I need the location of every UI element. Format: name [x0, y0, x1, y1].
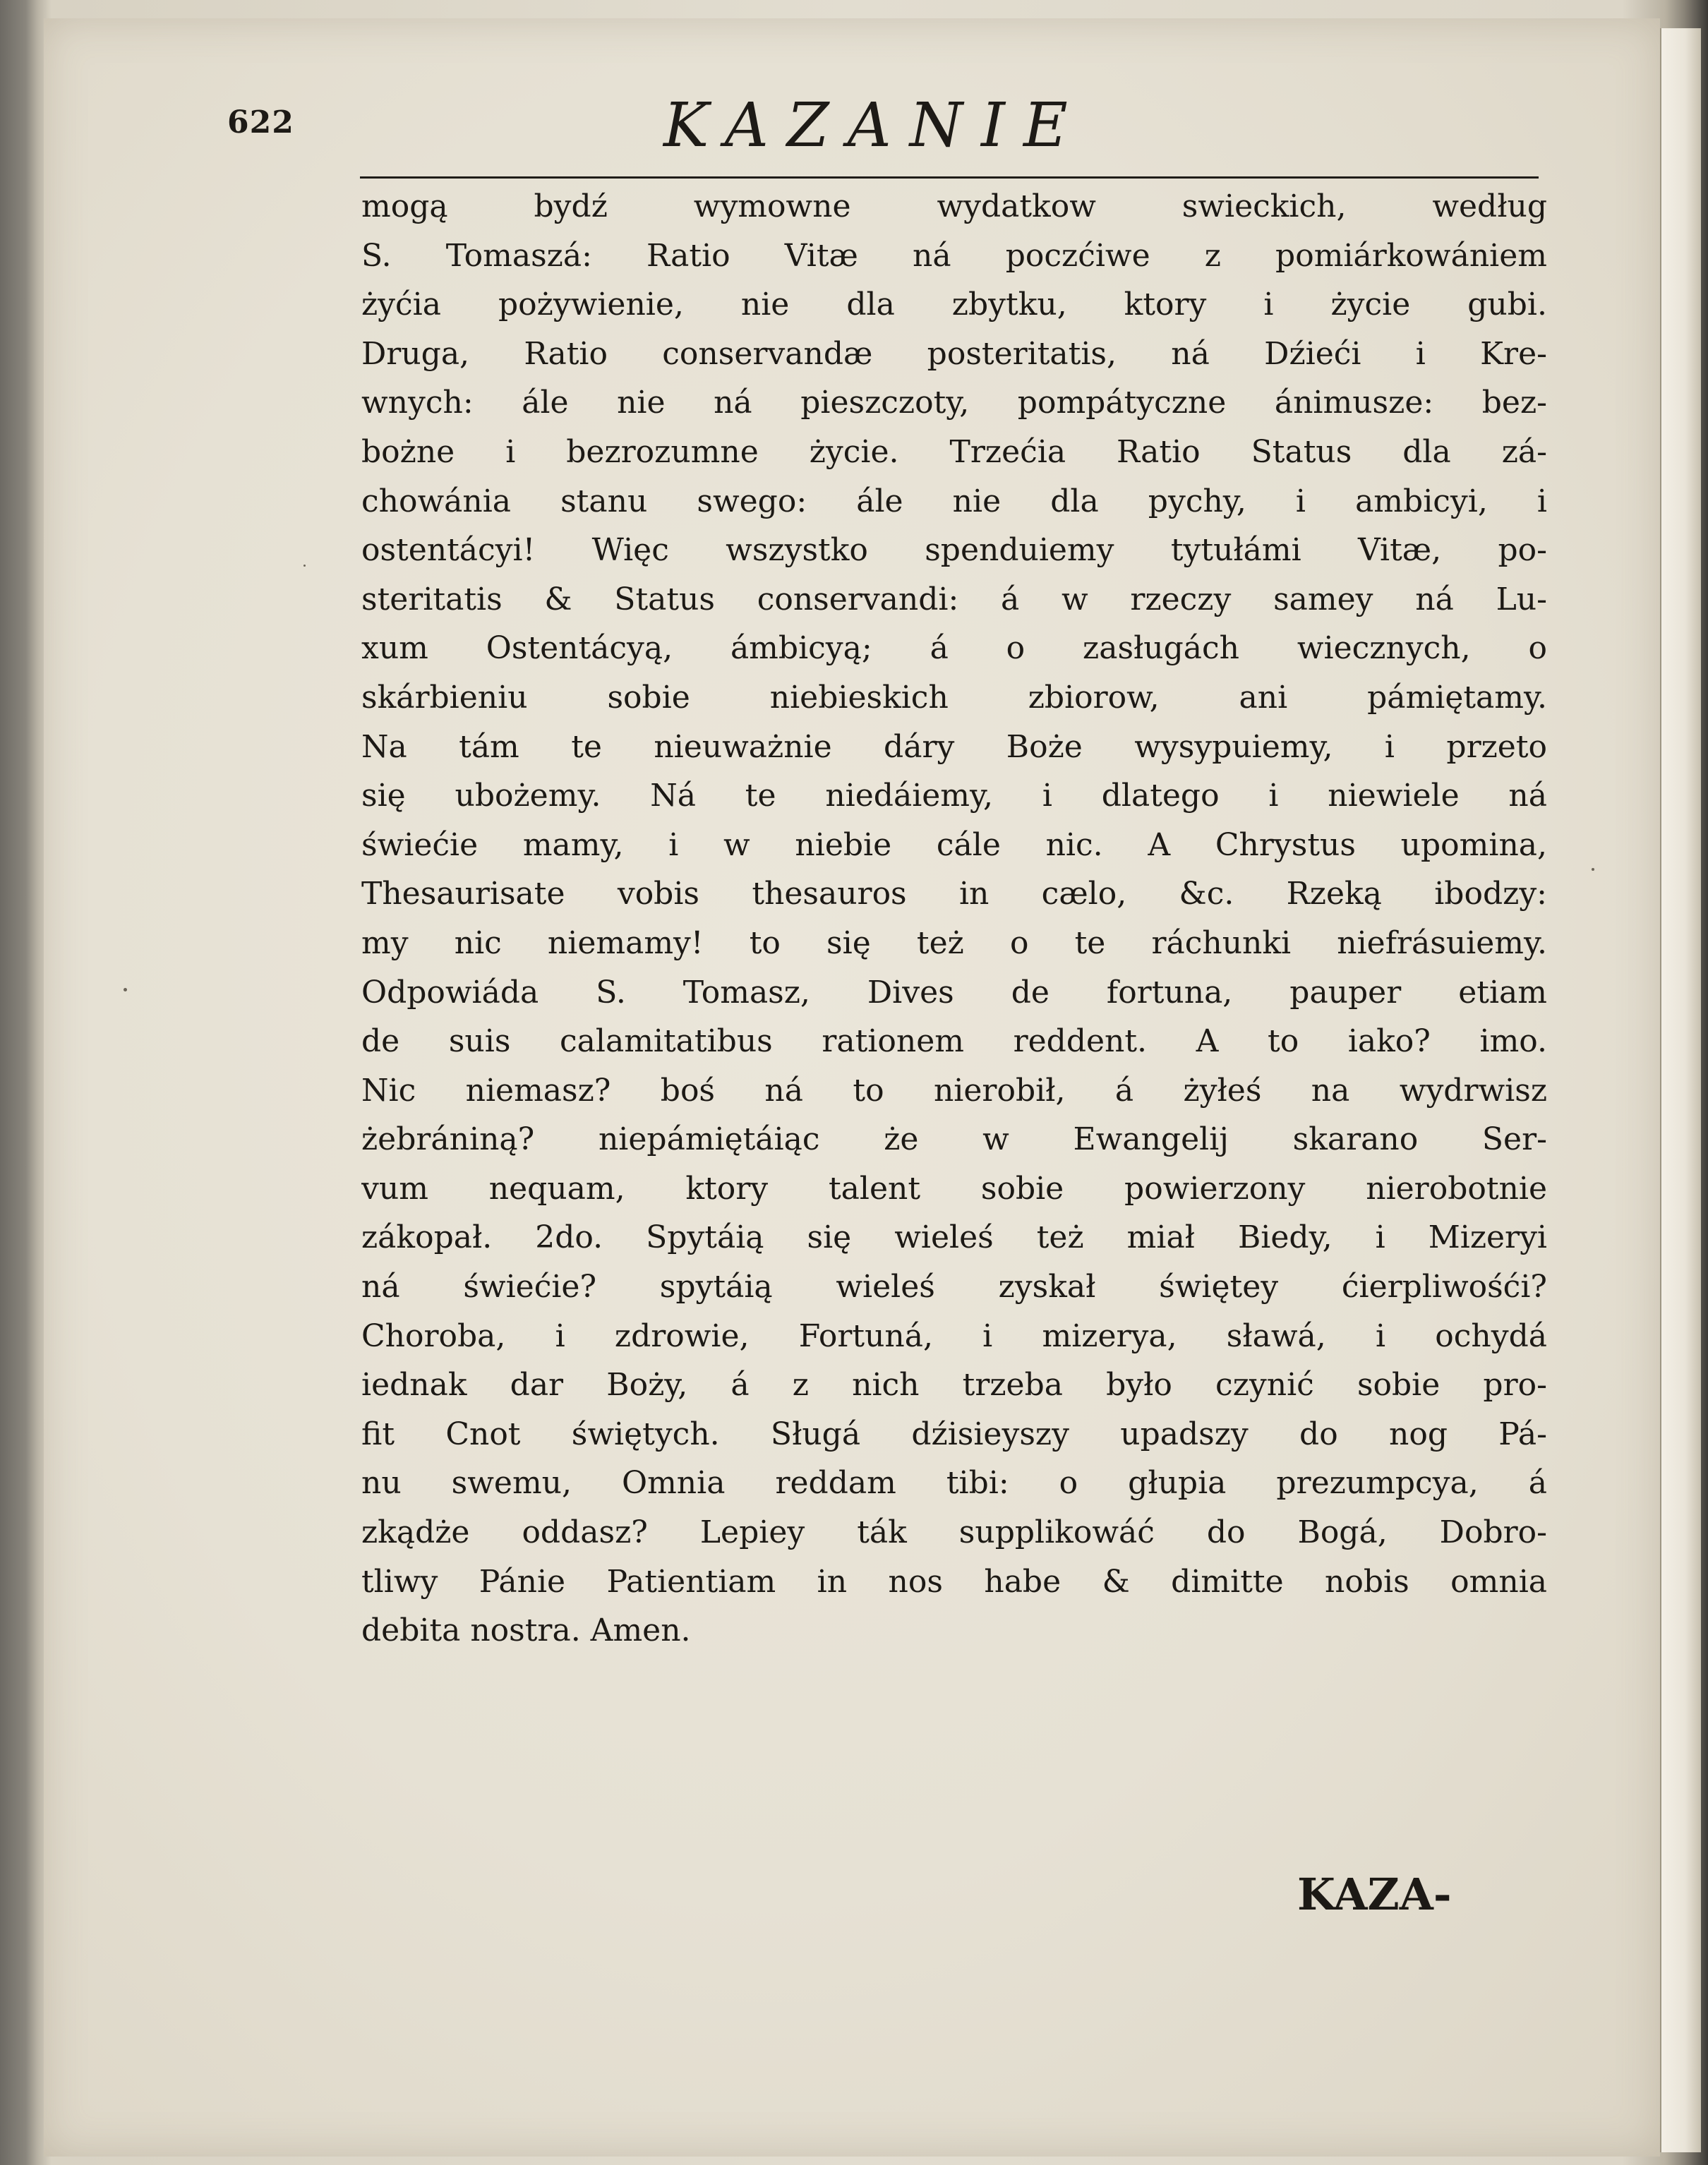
text-line: Druga, Ratio conservandæ posteritatis, ná Dźieći i Kre- — [361, 335, 1547, 372]
text-line: zkądże oddasz? Lepiey ták supplikowáć do Bogá, Dobro- — [361, 1514, 1547, 1551]
text-line: wnych: ále nie ná pieszczoty, pompátyczne ánimusze: bez- — [361, 385, 1547, 421]
text-line: xum Ostentácyą, ámbicyą; á o zasługách wiecznych, o — [361, 630, 1547, 667]
paper-speck — [124, 988, 127, 991]
text-line: Thesaurisate vobis thesauros in cælo, &c. Rzeką ibodzy: — [361, 876, 1547, 912]
next-page-edge — [1660, 28, 1701, 2152]
text-line: my nic niemamy! to się też o te ráchunki niefrásuiemy. — [361, 924, 1547, 961]
paper-speck — [303, 565, 306, 567]
text-line: świećie mamy, i w niebie cále nic. A Chrystus upomina, — [361, 826, 1547, 863]
catchword: KAZA- — [1297, 1869, 1452, 1920]
text-line: S. Tomaszá: Ratio Vitæ ná poczćiwe z pomiárkowániem — [361, 237, 1547, 274]
text-line: ná świećie? spytáią wieleś zyskał świętey ćierpliwośći? — [361, 1269, 1547, 1305]
text-line: nu swemu, Omnia reddam tibi: o głupia prezumpcya, á — [361, 1465, 1547, 1502]
text-line: steritatis & Status conservandi: á w rzeczy samey ná Lu- — [361, 581, 1547, 617]
text-line: żebrániną? niepámiętáiąc że w Ewangelij skarano Ser- — [361, 1121, 1547, 1158]
text-line: fit Cnot świętych. Sługá dźisieyszy upadszy do nog Pá- — [361, 1416, 1547, 1452]
text-line: się ubożemy. Ná te niedáiemy, i dlatego i niewiele ná — [361, 778, 1547, 814]
running-head: KAZANIE — [663, 90, 1086, 161]
text-line: de suis calamitatibus rationem reddent. A to iako? imo. — [361, 1023, 1547, 1060]
text-line: chowánia stanu swego: ále nie dla pychy, i ambicyi, i — [361, 483, 1547, 519]
text-line: bożne i bezrozumne życie. Trzećia Ratio Status dla zá- — [361, 433, 1547, 470]
text-line: Odpowiáda S. Tomasz, Dives de fortuna, pauper etiam — [361, 974, 1547, 1011]
text-line: vum nequam, ktory talent sobie powierzony nierobotnie — [361, 1170, 1547, 1207]
text-line: Na tám te nieuważnie dáry Boże wysypuiemy, i przeto — [361, 728, 1547, 765]
text-line: mogą bydź wymowne wydatkow swieckich, według — [361, 188, 1547, 224]
text-line: skárbieniu sobie niebieskich zbiorow, ani pámiętamy. — [361, 679, 1547, 716]
page-number: 622 — [227, 104, 294, 140]
text-line: debita nostra. Amen. — [361, 1612, 691, 1649]
header-rule — [360, 176, 1539, 179]
text-line: ostentácyi! Więc wszystko spenduiemy tytułámi Vitæ, po- — [361, 532, 1547, 569]
text-line: Nic niemasz? boś ná to nierobił, á żyłeś na wydrwisz — [361, 1072, 1547, 1109]
text-line: żyćia pożywienie, nie dla zbytku, ktory i życie gubi. — [361, 287, 1547, 323]
text-line: tliwy Pánie Patientiam in nos habe & dimitte nobis omnia — [361, 1563, 1547, 1600]
sermon-text — [361, 182, 1547, 1656]
paper-speck — [1592, 868, 1594, 871]
text-line: iednak dar Boży, á z nich trzeba było czynić sobie pro- — [361, 1367, 1547, 1404]
text-line: zákopał. 2do. Spytáią się wieleś też miał Biedy, i Mizeryi — [361, 1219, 1547, 1256]
text-line: Choroba, i zdrowie, Fortuná, i mizerya, sławá, i ochydá — [361, 1317, 1547, 1354]
